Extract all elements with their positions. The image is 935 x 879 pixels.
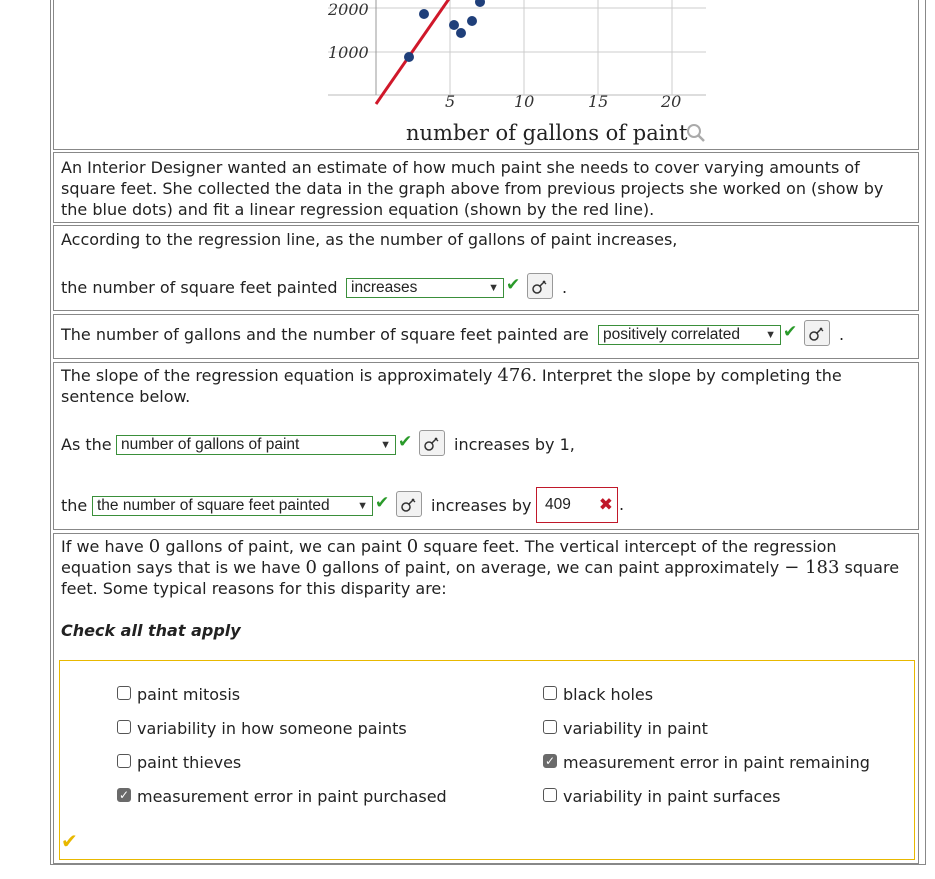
q4-text: If we have 0 gallons of paint, we can paint 0 square feet. The vertical intercept of the regression equation says that is we have 0 gallons of paint, on average, we can paint approximately − 183 square feet. Some typical reasons for this disparity are: (61, 536, 900, 598)
correct-check-icon: ✔ (783, 322, 798, 342)
checkbox[interactable] (117, 686, 131, 700)
key-icon-button[interactable] (804, 320, 830, 346)
q3-line1-select-value: number of gallons of paint (121, 436, 300, 453)
q2-suffix: . (839, 325, 845, 344)
q3-line2-prefix: the (61, 496, 88, 515)
q1-select[interactable] (346, 278, 504, 298)
y-tick-2000: 2000 (328, 0, 369, 19)
q2-select-value: positively correlated (603, 326, 740, 343)
checkbox-checked[interactable]: ✓ (544, 754, 556, 768)
option-label: variability in paint (563, 719, 708, 738)
zero-value: 0 (305, 557, 317, 578)
data-point (456, 28, 466, 38)
q3-intro (61, 365, 906, 407)
chevron-down-icon: ▼ (380, 439, 391, 451)
checkbox-checked[interactable]: ✓ (118, 788, 130, 802)
q1-sentence-prefix: the number of square feet painted (61, 278, 338, 297)
x-tick-15: 15 (588, 92, 609, 111)
chevron-down-icon: ▼ (765, 329, 776, 341)
q2-prefix: The number of gallons and the number of square feet painted are (61, 325, 589, 344)
q3-line2-end: . (619, 495, 625, 514)
q1-prompt: According to the regression line, as the number of gallons of paint increases, (61, 230, 678, 249)
option-label: measurement error in paint purchased (137, 787, 447, 806)
data-point (449, 20, 459, 30)
magnifier-icon[interactable] (688, 125, 704, 141)
key-icon (397, 492, 421, 516)
q1-select-value: increases (351, 279, 418, 296)
correct-check-icon: ✔ (375, 493, 390, 513)
chevron-down-icon: ▼ (488, 282, 499, 294)
option-label: paint thieves (137, 753, 242, 772)
correct-check-icon: ✔ (506, 275, 521, 295)
q3-line2-mid: increases by (431, 496, 532, 515)
x-tick-5: 5 (445, 92, 456, 111)
key-icon (805, 321, 829, 345)
option-label: paint mitosis (137, 685, 241, 704)
data-point (475, 0, 485, 7)
key-icon (528, 274, 552, 298)
option-label: variability in paint surfaces (563, 787, 781, 806)
zero-value: 0 (148, 536, 161, 557)
x-axis-label: number of gallons of paint (406, 121, 688, 145)
correct-check-icon: ✔ (398, 432, 413, 452)
option-label: black holes (563, 685, 654, 704)
checkbox[interactable] (117, 754, 131, 768)
slope-answer-input[interactable] (536, 487, 618, 523)
q3-line1-suffix: increases by 1, (454, 435, 575, 454)
data-point (419, 9, 429, 19)
q3-line1-select[interactable] (116, 435, 396, 455)
q3-intro-b: . Interpret the slope by completing the sentence below. (61, 366, 842, 406)
slope-value: 476 (497, 365, 532, 386)
intro-text: An Interior Designer wanted an estimate of how much paint she needs to cover varying amounts of square feet. She collected the data in the graph above from previous projects she worked on (show by the blue dots) and fit a linear regression equation (shown by the red line). (61, 158, 884, 219)
x-tick-10: 10 (514, 92, 535, 111)
data-point (404, 52, 414, 62)
option-label: variability in how someone paints (137, 719, 407, 738)
key-icon-button[interactable] (419, 430, 445, 456)
key-icon-button[interactable] (527, 273, 553, 299)
q3-intro-a: The slope of the regression equation is approximately (61, 366, 498, 385)
y-tick-1000: 1000 (328, 43, 369, 62)
zero-value: 0 (406, 536, 419, 557)
key-icon (420, 431, 444, 455)
q3-line1-prefix: As the (61, 435, 112, 454)
graph-panel (53, 0, 919, 150)
q3-line2-select[interactable] (92, 496, 373, 516)
intercept-value: − 183 (784, 557, 840, 578)
check-all-instruction: Check all that apply (61, 621, 241, 640)
checkbox[interactable] (543, 788, 557, 802)
slope-answer-value: 409 (545, 496, 571, 513)
option-label: measurement error in paint remaining (563, 753, 870, 772)
incorrect-x-icon: ✖ (598, 495, 613, 515)
key-icon-button[interactable] (396, 491, 422, 517)
checkbox[interactable] (543, 720, 557, 734)
scatter-plot (54, 0, 918, 148)
checkbox[interactable] (543, 686, 557, 700)
q2-select[interactable] (598, 325, 781, 345)
q1-suffix: . (562, 278, 568, 297)
partial-credit-check-icon: ✔ (61, 829, 78, 853)
checkbox[interactable] (117, 720, 131, 734)
x-tick-20: 20 (661, 92, 682, 111)
q3-line2-select-value: the number of square feet painted (97, 497, 330, 514)
data-point (467, 16, 477, 26)
chevron-down-icon: ▼ (357, 500, 368, 512)
